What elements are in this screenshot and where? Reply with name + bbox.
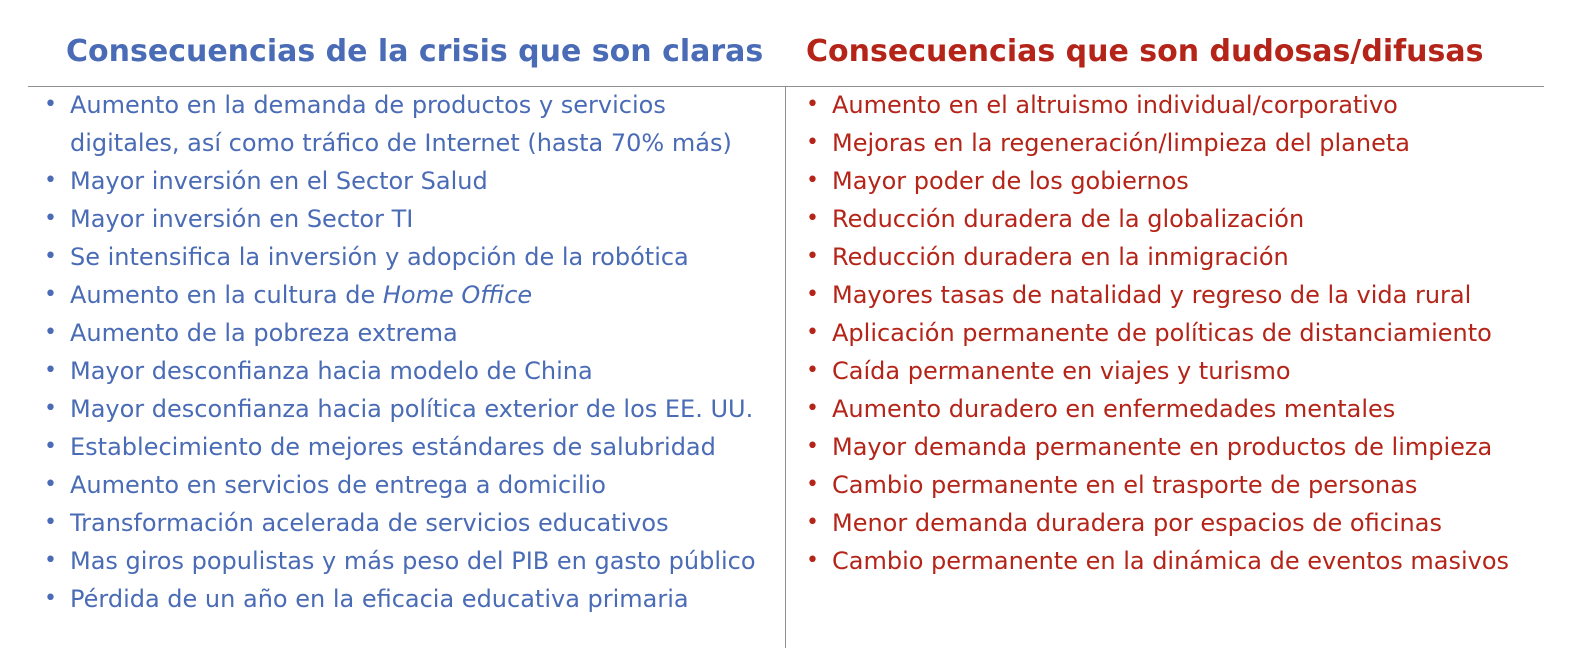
list-item	[44, 466, 774, 504]
bullet-icon: •	[44, 244, 57, 269]
bullet-icon: •	[806, 320, 819, 345]
bullet-icon: •	[44, 168, 57, 193]
list-item	[806, 390, 1576, 428]
bullet-icon: •	[806, 358, 819, 383]
list-item-text: Cambio permanente en la dinámica de eventos masivos	[832, 547, 1510, 575]
list-item-text: Transformación acelerada de servicios educativos	[70, 509, 669, 537]
bullet-icon: •	[44, 396, 57, 421]
list-item	[806, 314, 1576, 352]
list-item-text: Pérdida de un año en la eficacia educativa primaria	[70, 585, 689, 613]
bullet-icon: •	[806, 168, 819, 193]
bullet-icon: •	[44, 320, 57, 345]
list-item-text: Mayores tasas de natalidad y regreso de la vida rural	[832, 281, 1472, 309]
list-item	[806, 162, 1576, 200]
list-item-text: Caída permanente en viajes y turismo	[832, 357, 1291, 385]
column-divider	[785, 87, 786, 648]
clear-consequences-list	[44, 86, 774, 618]
list-item-text: Aumento en la demanda de productos y servicios	[70, 91, 666, 119]
bullet-icon: •	[806, 396, 819, 421]
bullet-icon: •	[806, 206, 819, 231]
doubtful-consequences-title: Consecuencias que son dudosas/difusas	[806, 34, 1484, 69]
list-item-text-continued: digitales, así como tráfico de Internet (hasta 70% más)	[70, 129, 732, 157]
list-item-text: Mayor inversión en Sector TI	[70, 205, 414, 233]
list-item	[44, 542, 774, 580]
bullet-icon: •	[44, 548, 57, 573]
bullet-icon: •	[806, 434, 819, 459]
list-item-text: Establecimiento de mejores estándares de salubridad	[70, 433, 716, 461]
list-item-text: Menor demanda duradera por espacios de oficinas	[832, 509, 1442, 537]
list-item-text: Mayor demanda permanente en productos de limpieza	[832, 433, 1493, 461]
list-item	[806, 504, 1576, 542]
list-item	[806, 200, 1576, 238]
list-item	[806, 466, 1576, 504]
list-item-text: Mayor desconfianza hacia modelo de China	[70, 357, 593, 385]
list-item	[44, 428, 774, 466]
list-item	[806, 238, 1576, 276]
bullet-icon: •	[806, 282, 819, 307]
list-item-text: Cambio permanente en el trasporte de personas	[832, 471, 1418, 499]
list-item-text: Mayor inversión en el Sector Salud	[70, 167, 488, 195]
bullet-icon: •	[44, 92, 57, 117]
list-item	[44, 200, 774, 238]
list-item	[44, 162, 774, 200]
list-item-text: Aumento en la cultura de	[70, 281, 383, 309]
list-item	[44, 390, 774, 428]
list-item	[44, 580, 774, 618]
bullet-icon: •	[44, 510, 57, 535]
list-item	[806, 276, 1576, 314]
list-item-text: Mas giros populistas y más peso del PIB en gasto público	[70, 547, 756, 575]
doubtful-consequences-list	[806, 86, 1576, 580]
list-item-text: Mejoras en la regeneración/limpieza del planeta	[832, 129, 1410, 157]
bullet-icon: •	[806, 244, 819, 269]
list-item	[806, 542, 1576, 580]
list-item	[44, 314, 774, 352]
list-item-text: Mayor poder de los gobiernos	[832, 167, 1189, 195]
list-item-text: Aumento en el altruismo individual/corporativo	[832, 91, 1398, 119]
list-item-text: Aumento duradero en enfermedades mentales	[832, 395, 1396, 423]
list-item-text: Mayor desconfianza hacia política exterior de los EE. UU.	[70, 395, 754, 423]
list-item-text: Reducción duradera en la inmigración	[832, 243, 1289, 271]
list-item	[806, 86, 1576, 124]
bullet-icon: •	[44, 358, 57, 383]
list-item-text: Reducción duradera de la globalización	[832, 205, 1305, 233]
list-item	[806, 352, 1576, 390]
list-item	[44, 504, 774, 542]
list-item	[806, 428, 1576, 466]
list-item	[44, 352, 774, 390]
list-item	[44, 238, 774, 276]
bullet-icon: •	[806, 130, 819, 155]
list-item-text: Se intensifica la inversión y adopción de la robótica	[70, 243, 689, 271]
list-item	[806, 124, 1576, 162]
bullet-icon: •	[806, 548, 819, 573]
bullet-icon: •	[806, 92, 819, 117]
bullet-icon: •	[44, 206, 57, 231]
clear-consequences-title: Consecuencias de la crisis que son claras	[66, 34, 764, 69]
list-item-text: Aumento de la pobreza extrema	[70, 319, 458, 347]
list-item-text: Aplicación permanente de políticas de distanciamiento	[832, 319, 1492, 347]
bullet-icon: •	[44, 282, 57, 307]
bullet-icon: •	[806, 472, 819, 497]
list-item	[44, 86, 774, 162]
bullet-icon: •	[44, 434, 57, 459]
list-item-text: Aumento en servicios de entrega a domicilio	[70, 471, 606, 499]
bullet-icon: •	[44, 472, 57, 497]
bullet-icon: •	[44, 586, 57, 611]
list-item-emphasis: Home Office	[382, 281, 533, 309]
list-item	[44, 276, 774, 314]
bullet-icon: •	[806, 510, 819, 535]
